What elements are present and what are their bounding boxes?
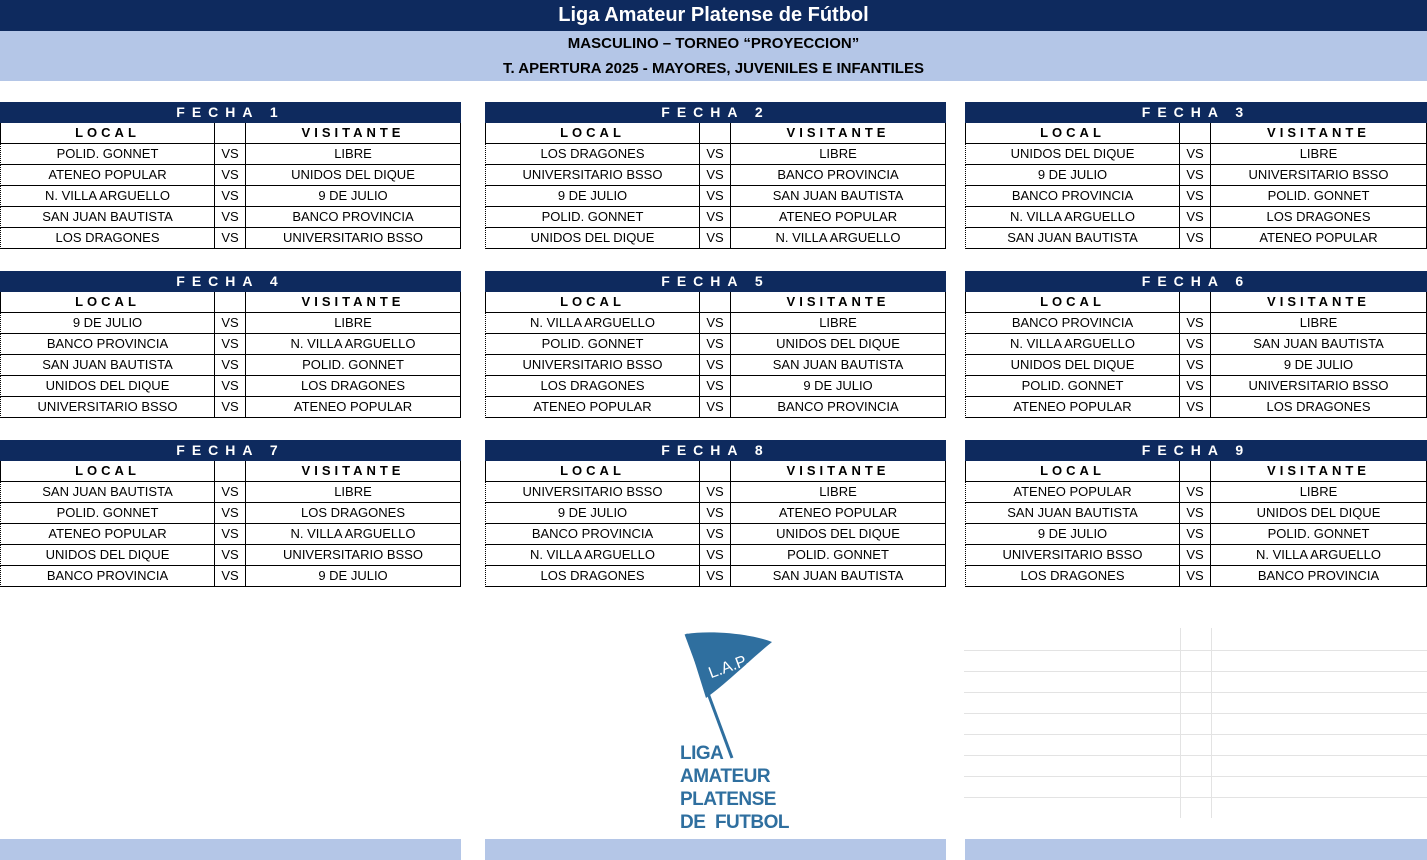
vs-label: VS — [700, 397, 731, 417]
vs-label: VS — [1180, 186, 1211, 206]
visitor-team: N. VILLA ARGUELLO — [775, 230, 901, 245]
visitor-team: BANCO PROVINCIA — [1257, 568, 1380, 583]
local-header: LOCAL — [966, 292, 1180, 312]
local-team: N. VILLA ARGUELLO — [966, 334, 1180, 354]
fecha-block — [485, 271, 946, 418]
vs-label: VS — [215, 144, 246, 164]
local-header: LOCAL — [486, 461, 700, 481]
fecha-block — [485, 102, 946, 249]
logo-line: DE FUTBOL — [680, 812, 789, 833]
local-team: LOS DRAGONES — [486, 144, 700, 164]
vs-label: VS — [1180, 355, 1211, 375]
vs-label: VS — [215, 545, 246, 565]
visitor-team: UNIVERSITARIO BSSO — [1248, 378, 1389, 393]
vs-label: VS — [1180, 376, 1211, 396]
local-team: UNIVERSITARIO BSSO — [486, 355, 700, 375]
subtitle-tournament: MASCULINO – TORNEO “PROYECCION” — [567, 35, 860, 52]
local-team: SAN JUAN BAUTISTA — [1, 207, 215, 227]
visitor-team: SAN JUAN BAUTISTA — [772, 188, 904, 203]
vs-header — [1180, 292, 1211, 312]
visitor-team: ATENEO POPULAR — [1259, 230, 1378, 245]
visitor-team: 9 DE JULIO — [1283, 357, 1354, 372]
visitante-header: VISITANTE — [301, 294, 405, 309]
visitor-team: LIBRE — [1299, 315, 1338, 330]
empty-grid-area — [964, 628, 1427, 838]
visitor-team: SAN JUAN BAUTISTA — [772, 568, 904, 583]
local-team: LOS DRAGONES — [486, 566, 700, 586]
visitor-team: UNIDOS DEL DIQUE — [776, 336, 900, 351]
vs-label: VS — [215, 207, 246, 227]
local-team: BANCO PROVINCIA — [966, 313, 1180, 333]
visitor-team: POLID. GONNET — [1267, 526, 1370, 541]
visitante-header: VISITANTE — [301, 463, 405, 478]
match-row — [0, 503, 461, 524]
visitor-team: N. VILLA ARGUELLO — [290, 336, 416, 351]
match-row — [965, 482, 1427, 503]
visitante-header: VISITANTE — [1267, 463, 1370, 478]
visitor-team: 9 DE JULIO — [803, 378, 873, 393]
match-row — [0, 334, 461, 355]
local-team: ATENEO POPULAR — [966, 397, 1180, 417]
local-team: N. VILLA ARGUELLO — [966, 207, 1180, 227]
match-row — [0, 207, 461, 228]
match-row — [965, 566, 1427, 587]
fecha-block — [0, 102, 461, 249]
vs-label: VS — [1180, 482, 1211, 502]
visitor-team: POLID. GONNET — [302, 357, 404, 372]
vs-label: VS — [700, 186, 731, 206]
local-team: LOS DRAGONES — [966, 566, 1180, 586]
vs-header — [700, 461, 731, 481]
match-row — [485, 355, 946, 376]
vs-label: VS — [1180, 524, 1211, 544]
visitante-header: VISITANTE — [1267, 294, 1370, 309]
vs-label: VS — [215, 566, 246, 586]
local-team: N. VILLA ARGUELLO — [1, 186, 215, 206]
match-row — [965, 545, 1427, 566]
visitor-team: LIBRE — [334, 146, 372, 161]
vs-label: VS — [1180, 566, 1211, 586]
match-row — [485, 503, 946, 524]
footer-band-left — [0, 839, 461, 860]
match-row — [0, 355, 461, 376]
vs-label: VS — [215, 334, 246, 354]
vs-label: VS — [1180, 313, 1211, 333]
local-header: LOCAL — [486, 292, 700, 312]
fecha-block — [0, 440, 461, 587]
vs-label: VS — [215, 482, 246, 502]
vs-label: VS — [215, 503, 246, 523]
vs-label: VS — [700, 524, 731, 544]
fecha-title: FECHA 9 — [965, 440, 1427, 461]
visitor-team: N. VILLA ARGUELLO — [1255, 547, 1381, 562]
visitor-team: LIBRE — [819, 315, 857, 330]
match-row — [965, 355, 1427, 376]
local-team: UNIDOS DEL DIQUE — [1, 545, 215, 565]
vs-label: VS — [215, 397, 246, 417]
visitor-team: LIBRE — [334, 484, 372, 499]
match-row — [965, 397, 1427, 418]
local-team: POLID. GONNET — [1, 503, 215, 523]
match-row — [485, 144, 946, 165]
visitor-team: 9 DE JULIO — [318, 568, 388, 583]
vs-label: VS — [1180, 503, 1211, 523]
column-header-row — [965, 123, 1427, 144]
subtitle-band — [0, 31, 1427, 81]
visitor-team: SAN JUAN BAUTISTA — [772, 357, 904, 372]
match-row — [0, 482, 461, 503]
match-row — [485, 482, 946, 503]
visitor-team: ATENEO POPULAR — [293, 399, 413, 414]
local-team: 9 DE JULIO — [486, 503, 700, 523]
fecha-title: FECHA 1 — [0, 102, 461, 123]
local-team: UNIDOS DEL DIQUE — [486, 228, 700, 248]
visitor-team: POLID. GONNET — [1267, 188, 1370, 203]
visitor-team: BANCO PROVINCIA — [777, 399, 899, 414]
local-team: UNIVERSITARIO BSSO — [486, 482, 700, 502]
visitor-team: LIBRE — [819, 146, 857, 161]
match-row — [965, 228, 1427, 249]
vs-label: VS — [700, 566, 731, 586]
fecha-block — [965, 271, 1427, 418]
local-team: POLID. GONNET — [486, 334, 700, 354]
match-row — [485, 334, 946, 355]
vs-label: VS — [700, 228, 731, 248]
local-team: ATENEO POPULAR — [1, 165, 215, 185]
local-header: LOCAL — [1, 461, 215, 481]
vs-header — [215, 292, 246, 312]
column-header-row — [485, 292, 946, 313]
vs-label: VS — [700, 503, 731, 523]
match-row — [965, 503, 1427, 524]
local-header: LOCAL — [966, 461, 1180, 481]
local-team: N. VILLA ARGUELLO — [486, 545, 700, 565]
fecha-title: FECHA 6 — [965, 271, 1427, 292]
vs-header — [1180, 461, 1211, 481]
local-team: ATENEO POPULAR — [1, 524, 215, 544]
match-row — [485, 566, 946, 587]
visitor-team: LIBRE — [1299, 484, 1338, 499]
vs-label: VS — [1180, 165, 1211, 185]
match-row — [965, 376, 1427, 397]
match-row — [0, 313, 461, 334]
vs-label: VS — [700, 313, 731, 333]
logo-wordmark — [680, 742, 789, 834]
vs-label: VS — [700, 376, 731, 396]
match-row — [965, 207, 1427, 228]
match-row — [0, 144, 461, 165]
visitante-header: VISITANTE — [786, 463, 890, 478]
local-team: UNIDOS DEL DIQUE — [966, 355, 1180, 375]
match-row — [965, 334, 1427, 355]
local-team: SAN JUAN BAUTISTA — [966, 503, 1180, 523]
match-row — [965, 144, 1427, 165]
local-header: LOCAL — [486, 123, 700, 143]
visitor-team: LOS DRAGONES — [1266, 399, 1371, 414]
match-row — [485, 376, 946, 397]
visitor-team: 9 DE JULIO — [318, 188, 388, 203]
vs-label: VS — [700, 144, 731, 164]
column-header-row — [485, 123, 946, 144]
match-row — [0, 524, 461, 545]
match-row — [485, 228, 946, 249]
vs-header — [1180, 123, 1211, 143]
visitor-team: ATENEO POPULAR — [778, 209, 898, 224]
local-team: SAN JUAN BAUTISTA — [1, 482, 215, 502]
vs-label: VS — [1180, 228, 1211, 248]
vs-label: VS — [215, 524, 246, 544]
local-team: UNIDOS DEL DIQUE — [966, 144, 1180, 164]
local-team: UNIDOS DEL DIQUE — [1, 376, 215, 396]
local-team: LOS DRAGONES — [486, 376, 700, 396]
logo-line: AMATEUR — [680, 766, 771, 787]
fecha-title: FECHA 4 — [0, 271, 461, 292]
match-row — [965, 186, 1427, 207]
visitor-team: SAN JUAN BAUTISTA — [1253, 336, 1384, 351]
match-row — [485, 397, 946, 418]
local-header: LOCAL — [1, 292, 215, 312]
local-team: POLID. GONNET — [486, 207, 700, 227]
vs-header — [700, 292, 731, 312]
subtitle-season: T. APERTURA 2025 - MAYORES, JUVENILES E INFANTILES — [503, 60, 924, 77]
local-header: LOCAL — [1, 123, 215, 143]
visitor-team: LOS DRAGONES — [300, 378, 406, 393]
fecha-block — [965, 102, 1427, 249]
column-header-row — [965, 461, 1427, 482]
visitor-team: LOS DRAGONES — [1266, 209, 1371, 224]
footer-band-center — [485, 839, 946, 860]
fecha-title: FECHA 2 — [485, 102, 946, 123]
local-team: 9 DE JULIO — [1, 313, 215, 333]
vs-label: VS — [700, 355, 731, 375]
local-team: ATENEO POPULAR — [966, 482, 1180, 502]
visitor-team: LOS DRAGONES — [300, 505, 406, 520]
local-team: ATENEO POPULAR — [486, 397, 700, 417]
match-row — [965, 165, 1427, 186]
vs-label: VS — [700, 207, 731, 227]
local-team: UNIVERSITARIO BSSO — [966, 545, 1180, 565]
visitor-team: LIBRE — [819, 484, 857, 499]
column-header-row — [0, 292, 461, 313]
column-header-row — [485, 461, 946, 482]
visitor-team: UNIDOS DEL DIQUE — [1256, 505, 1381, 520]
match-row — [965, 524, 1427, 545]
match-row — [485, 207, 946, 228]
visitor-team: UNIVERSITARIO BSSO — [283, 230, 423, 245]
vs-header — [215, 461, 246, 481]
local-team: BANCO PROVINCIA — [1, 566, 215, 586]
local-team: BANCO PROVINCIA — [486, 524, 700, 544]
footer-band-right — [965, 839, 1427, 860]
vs-label: VS — [1180, 334, 1211, 354]
match-row — [0, 186, 461, 207]
match-row — [0, 397, 461, 418]
visitante-header: VISITANTE — [1267, 125, 1370, 140]
logo-line: PLATENSE — [680, 789, 776, 810]
page-title: Liga Amateur Platense de Fútbol — [0, 0, 1427, 31]
fecha-title: FECHA 8 — [485, 440, 946, 461]
local-team: BANCO PROVINCIA — [1, 334, 215, 354]
match-row — [0, 376, 461, 397]
column-header-row — [0, 461, 461, 482]
vs-label: VS — [1180, 397, 1211, 417]
visitor-team: UNIDOS DEL DIQUE — [776, 526, 900, 541]
vs-label: VS — [215, 376, 246, 396]
vs-label: VS — [700, 165, 731, 185]
visitor-team: LIBRE — [334, 315, 372, 330]
match-row — [485, 524, 946, 545]
match-row — [0, 165, 461, 186]
visitor-team: UNIDOS DEL DIQUE — [291, 167, 415, 182]
flag-text: L.A.P. — [706, 652, 752, 683]
local-team: UNIVERSITARIO BSSO — [1, 397, 215, 417]
local-team: UNIVERSITARIO BSSO — [486, 165, 700, 185]
visitor-team: N. VILLA ARGUELLO — [290, 526, 416, 541]
local-team: POLID. GONNET — [1, 144, 215, 164]
vs-label: VS — [215, 228, 246, 248]
column-header-row — [965, 292, 1427, 313]
vs-label: VS — [215, 355, 246, 375]
fecha-block — [0, 271, 461, 418]
match-row — [965, 313, 1427, 334]
fecha-title: FECHA 3 — [965, 102, 1427, 123]
visitor-team: LIBRE — [1299, 146, 1338, 161]
local-header: LOCAL — [966, 123, 1180, 143]
match-row — [0, 228, 461, 249]
visitor-team: BANCO PROVINCIA — [777, 167, 899, 182]
vs-label: VS — [1180, 207, 1211, 227]
visitor-team: ATENEO POPULAR — [778, 505, 898, 520]
vs-label: VS — [215, 186, 246, 206]
visitor-team: UNIVERSITARIO BSSO — [283, 547, 423, 562]
visitor-team: UNIVERSITARIO BSSO — [1248, 167, 1389, 182]
visitante-header: VISITANTE — [786, 125, 890, 140]
local-team: SAN JUAN BAUTISTA — [1, 355, 215, 375]
local-team: 9 DE JULIO — [966, 524, 1180, 544]
vs-label: VS — [700, 334, 731, 354]
logo-line: LIGA — [680, 743, 724, 764]
column-header-row — [0, 123, 461, 144]
vs-label: VS — [1180, 545, 1211, 565]
local-team: 9 DE JULIO — [966, 165, 1180, 185]
local-team: POLID. GONNET — [966, 376, 1180, 396]
vs-header — [215, 123, 246, 143]
match-row — [0, 545, 461, 566]
local-team: N. VILLA ARGUELLO — [486, 313, 700, 333]
match-row — [485, 313, 946, 334]
local-team: 9 DE JULIO — [486, 186, 700, 206]
visitor-team: POLID. GONNET — [787, 547, 889, 562]
vs-label: VS — [1180, 144, 1211, 164]
fecha-block — [965, 440, 1427, 587]
match-row — [0, 566, 461, 587]
visitante-header: VISITANTE — [301, 125, 405, 140]
fecha-title: FECHA 7 — [0, 440, 461, 461]
match-row — [485, 165, 946, 186]
vs-label: VS — [700, 545, 731, 565]
local-team: SAN JUAN BAUTISTA — [966, 228, 1180, 248]
vs-header — [700, 123, 731, 143]
match-row — [485, 186, 946, 207]
local-team: BANCO PROVINCIA — [966, 186, 1180, 206]
fecha-title: FECHA 5 — [485, 271, 946, 292]
fecha-block — [485, 440, 946, 587]
vs-label: VS — [700, 482, 731, 502]
vs-label: VS — [215, 165, 246, 185]
match-row — [485, 545, 946, 566]
vs-label: VS — [215, 313, 246, 333]
visitor-team: BANCO PROVINCIA — [292, 209, 414, 224]
local-team: LOS DRAGONES — [1, 228, 215, 248]
visitante-header: VISITANTE — [786, 294, 890, 309]
